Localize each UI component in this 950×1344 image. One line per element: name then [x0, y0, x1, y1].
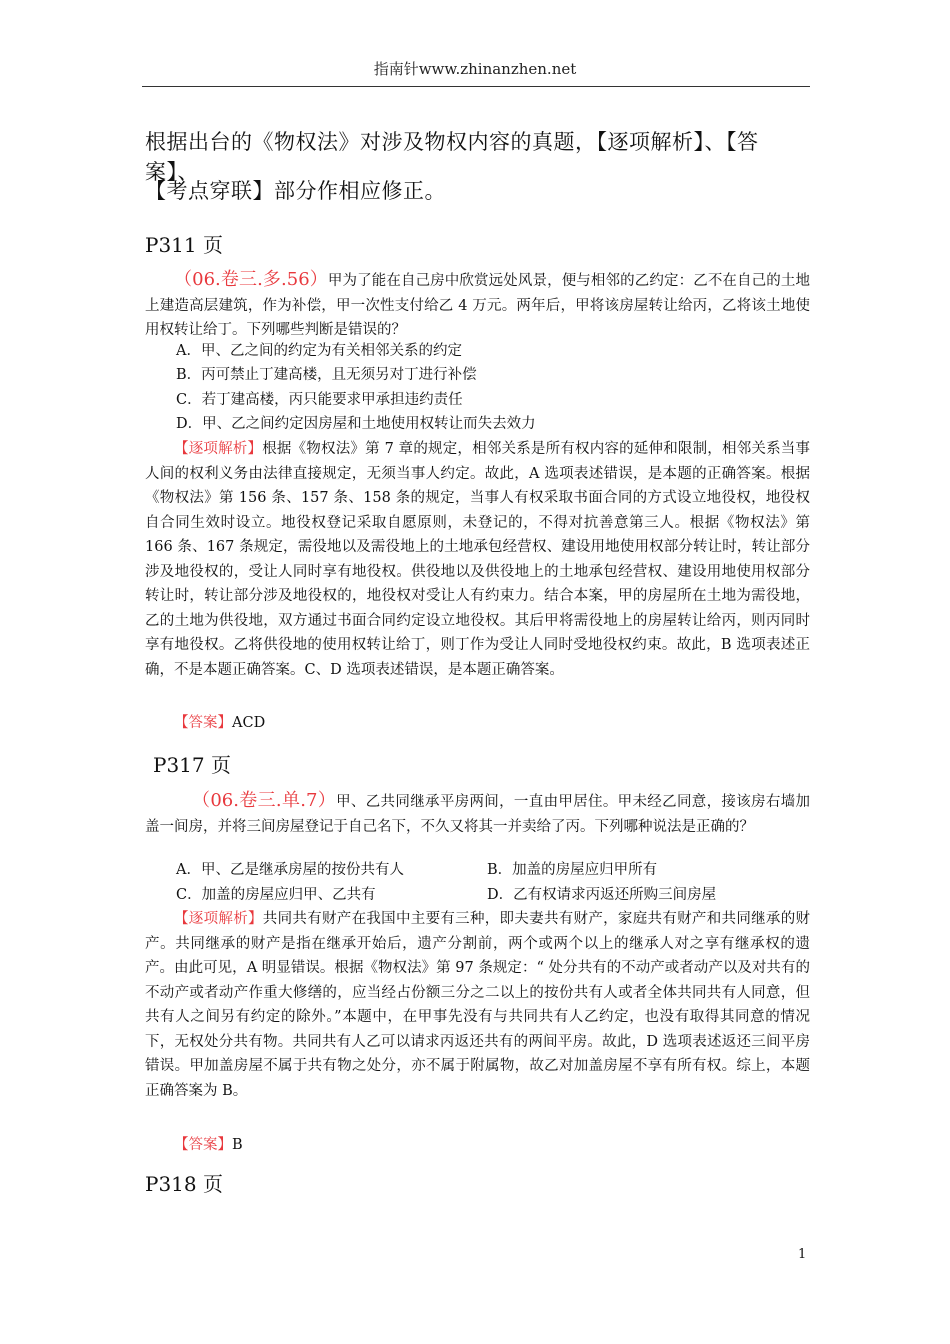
- question-2-id: （06.卷三.单.7）: [192, 790, 337, 811]
- analysis-1-label: 【逐项解析】: [174, 441, 263, 457]
- question-2-option-d: D．乙有权请求丙返还所购三间房屋: [487, 887, 717, 903]
- question-2-text: 甲、乙共同继承平房两间，一直由甲居住。甲未经乙同意，接该房右墙加盖一间房，并将三间房屋登记于自己名下，不久又将其一并卖给了丙。下列哪种说法是正确的？: [145, 794, 811, 835]
- page-header: 指南针www.zhinanzhen.net: [373, 60, 577, 78]
- answer-1-label: 【答案】: [174, 715, 232, 731]
- question-2-option-c: C．加盖的房屋应归甲、乙共有: [176, 887, 376, 903]
- page-number: 1: [798, 1247, 807, 1262]
- answer-1-value: ACD: [232, 715, 266, 731]
- analysis-1-text: 根据《物权法》第 7 章的规定，相邻关系是所有权内容的延伸和限制，相邻关系当事人间的权利义务由法律直接规定，无须当事人约定。故此，A 选项表述错误，是本题的正确答案。根据《物权法》第 156 条、157 条、158 条的规定，当事人有权采取书面合同的方式设立地役权，地役权自合同生效时设立。地役权登记采取自愿原则，未登记的，不得对抗善意第三人。根据《物权法》第 166 条、167 条规定，需役地以及需役地上的土地承包经营权、建设用地使用权部分转让时，转让部分涉及地役权的，受让人同时享有地役权。供役地以及供役地上的土地承包经营权、建设用地使用权部分转让时，转让部分涉及地役权的，地役权对受让人有约束力。结合本案，甲的房屋所在土地为需役地，乙的土地为供役地，双方通过书面合同约定设立地役权。其后甲将需役地上的房屋转让给丙，则丙同时享有地役权。乙将供役地的使用权转让给丁，则丁作为受让人同时受地役权约束。故此，B 选项表述正确，不是本题正确答案。C、D 选项表述错误，是本题正确答案。: [145, 441, 810, 678]
- question-1: [145, 268, 810, 343]
- header-divider: [142, 86, 810, 87]
- question-2: [145, 789, 810, 839]
- answer-2: [174, 1133, 243, 1157]
- answer-1: [174, 711, 265, 735]
- question-1-id: （06.卷三.多.56）: [174, 269, 328, 290]
- intro-line-2: 【考点穿联】部分作相应修正。: [145, 179, 446, 203]
- question-1-option-c: C．若丁建高楼，丙只能要求甲承担违约责任: [176, 392, 463, 408]
- analysis-2-text: 共同共有财产在我国中主要有三种，即夫妻共有财产，家庭共有财产和共同继承的财产。共同继承的财产是指在继承开始后，遗产分割前，两个或两个以上的继承人对之享有继承权的遗产。由此可见，A 明显错误。根据《物权法》第 97 条规定：“ 处分共有的不动产或者动产以及对共有的不动产或者动产作重大修缮的，应当经占份额三分之二以上的按份共有人或者全体共同共有人同意，但共有人之间另有约定的除外。”本题中，在甲事先没有与共同共有人乙约定，也没有取得其同意的情况下，无权处分共有物。共同共有人乙可以请求丙返还共有的两间平房。故此，D 选项表述返还三间平房错误。甲加盖房屋不属于共有物之处分，亦不属于附属物，故乙对加盖房屋不享有所有权。综上，本题正确答案为 B。: [145, 911, 811, 1099]
- question-1-option-b: B．丙可禁止丁建高楼，且无须另对丁进行补偿: [176, 367, 477, 383]
- answer-2-label: 【答案】: [174, 1137, 232, 1153]
- analysis-2-label: 【逐项解析】: [174, 911, 263, 927]
- page-label-p311: P311 页: [145, 233, 223, 257]
- analysis-1: [145, 437, 810, 682]
- intro-line-1: 根据出台的《物权法》对涉及物权内容的真题，【逐项解析】、【答案】、: [145, 130, 759, 184]
- answer-2-value: B: [232, 1137, 243, 1153]
- page-label-p317: P317 页: [153, 753, 231, 777]
- question-1-text: 甲为了能在自己房中欣赏远处风景，便与相邻的乙约定：乙不在自己的土地上建造高层建筑，作为补偿，甲一次性支付给乙 4 万元。两年后，甲将该房屋转让给丙，乙将该土地使用权转让给丁。下列哪些判断是错误的？: [145, 273, 811, 338]
- question-2-option-b: B．加盖的房屋应归甲所有: [487, 862, 658, 878]
- question-1-option-d: D．甲、乙之间约定因房屋和土地使用权转让而失去效力: [176, 416, 536, 432]
- question-1-option-a: A．甲、乙之间的约定为有关相邻关系的约定: [176, 343, 462, 359]
- question-2-option-a: A．甲、乙是继承房屋的按份共有人: [176, 862, 404, 878]
- page-label-p318: P318 页: [145, 1172, 223, 1196]
- analysis-2: [145, 907, 810, 1103]
